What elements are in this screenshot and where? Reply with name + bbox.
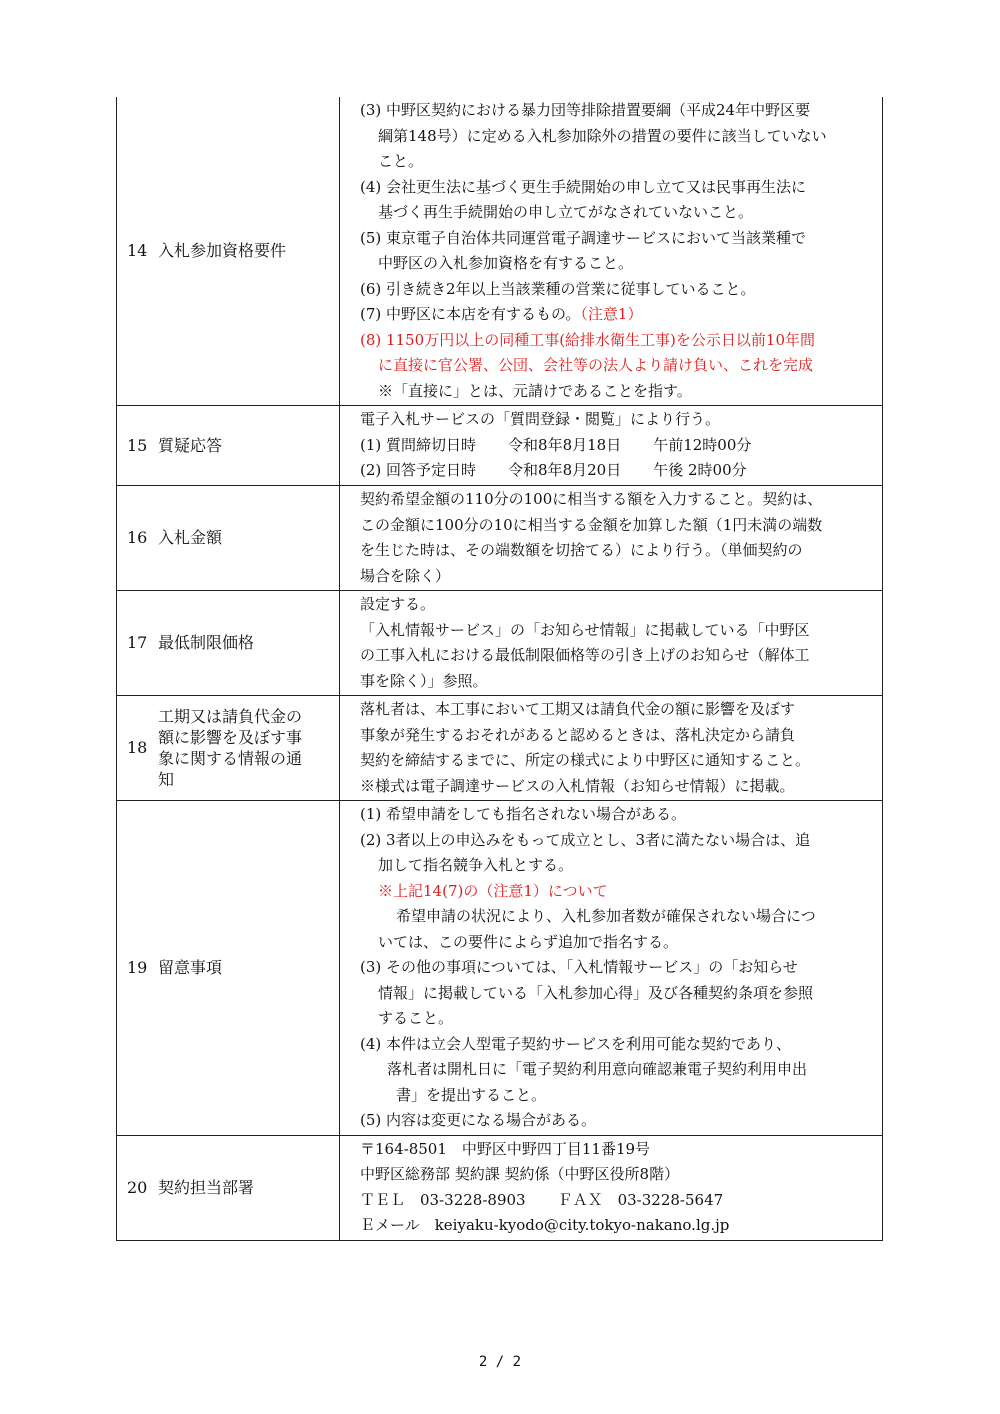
row-label-cell (117, 97, 340, 406)
content-line: すること。 (378, 1009, 454, 1027)
row-content-cell (340, 696, 883, 801)
content-line: ※上記14(7)の（注意1）について (378, 881, 608, 900)
content-line: に直接に官公署、公団、会社等の法人より請け負い、これを完成 (378, 356, 814, 374)
row-label: 留意事項 (158, 957, 223, 977)
row-content-cell (340, 97, 883, 406)
row-label-cell (117, 406, 340, 486)
row-label: 入札参加資格要件 (158, 241, 287, 260)
content-line: 希望申請の状況により、入札参加者数が確保されない場合につ (396, 907, 816, 925)
content-line: 設定する。 (360, 595, 436, 613)
document-table (116, 97, 883, 1241)
row-number: 18 (127, 738, 148, 757)
content-line: (2) 3者以上の申込みをもって成立とし、3者に満たない場合は、追 (360, 830, 811, 849)
content-line: (6) 引き続き2年以上当該業種の営業に従事していること。 (360, 279, 756, 298)
row-label-cell (117, 1135, 340, 1240)
row-number: 15 (127, 435, 148, 455)
content-text: (1) 質問締切日時 (360, 435, 477, 454)
content-line: 契約希望金額の110分の100に相当する額を入力すること。契約は、 (360, 490, 823, 508)
row-content-cell (340, 591, 883, 696)
content-line: 落札者は開札日に「電子契約利用意向確認兼電子契約利用申出 (387, 1060, 808, 1078)
table-row (117, 696, 883, 801)
row-label-line: 工期又は請負代金の (158, 707, 303, 726)
row-content-cell (340, 801, 883, 1136)
table-row (117, 1135, 883, 1240)
content-line: (4) 会社更生法に基づく更生手続開始の申し立て又は民事再生法に (360, 177, 807, 196)
row-label-cell (117, 591, 340, 696)
content-text: 令和8年8月18日 (508, 435, 622, 454)
content-line: ※「直接に」とは、元請けであることを指す。 (378, 381, 692, 400)
row-content-cell (340, 486, 883, 591)
content-line: 〒164-8501 中野区中野四丁目11番19号 (360, 1139, 651, 1158)
table-row (117, 97, 883, 406)
content-line: 場合を除く） (360, 566, 451, 585)
content-line: を生じた時は、その端数額を切捨てる）により行う。（単価契約の (360, 541, 803, 559)
row-label-line: 額に影響を及ぼす事 (158, 728, 303, 747)
row-number: 16 (127, 528, 148, 547)
content-text: 午前12時00分 (653, 435, 752, 454)
row-label-cell (117, 801, 340, 1136)
content-line: 事を除く）」参照。 (360, 671, 488, 690)
content-line: 情報」に掲載している「入札参加心得」及び各種契約条項を参照 (378, 983, 814, 1002)
email-line: Ｅメール keiyaku-kyodo@city.tokyo-nakano.lg.jp (360, 1216, 730, 1234)
content-line: 基づく再生手続開始の申し立てがなされていないこと。 (378, 203, 754, 221)
row-number: 20 (127, 1177, 148, 1197)
row-number: 19 (127, 957, 148, 977)
content-line: 加して指名競争入札とする。 (378, 856, 574, 874)
content-line: の工事入札における最低制限価格等の引き上げのお知らせ（解体工 (360, 646, 810, 664)
caution-note: （注意1） (580, 305, 643, 323)
row-content-cell (340, 1135, 883, 1240)
row-label-cell (117, 696, 340, 801)
content-line: 落札者は、本工事において工期又は請負代金の額に影響を及ぼす (360, 700, 796, 718)
content-line: いては、この要件によらず追加で指名する。 (378, 932, 679, 951)
content-line: (1) 希望申請をしても指名されない場合がある。 (360, 805, 687, 823)
content-line: (5) 内容は変更になる場合がある。 (360, 1111, 597, 1129)
content-text: 午後 2時00分 (653, 461, 747, 480)
content-line: 事象が発生するおそれがあると認めるときは、落札決定から請負 (360, 725, 796, 744)
content-line (360, 1188, 872, 1214)
content-line: 契約を締結するまでに、所定の様式により中野区に通知すること。 (360, 751, 811, 769)
content-line (360, 433, 872, 459)
row-label-line: 知 (158, 770, 175, 789)
row-number: 14 (127, 241, 148, 260)
row-label-cell (117, 486, 340, 591)
row-label-line: 象に関する情報の通 (158, 749, 303, 768)
content-line: (4) 本件は立会人型電子契約サービスを利用可能な契約であり、 (360, 1034, 792, 1053)
fax-number: ＦＡＸ 03-3228-5647 (557, 1190, 724, 1209)
table-row (117, 406, 883, 486)
phone-number: ＴＥＬ 03-3228-8903 (360, 1190, 526, 1209)
content-line (360, 302, 872, 328)
content-line: 「入札情報サービス」の「お知らせ情報」に掲載している「中野区 (360, 620, 810, 639)
content-line: こと。 (378, 152, 424, 170)
row-number: 17 (127, 633, 148, 652)
row-label: 契約担当部署 (158, 1177, 255, 1197)
content-line: (8) 1150万円以上の同種工事(給排水衛生工事)を公示日以前10年間 (360, 330, 815, 349)
row-label (158, 706, 339, 790)
content-line (360, 458, 872, 484)
row-label: 入札金額 (158, 528, 223, 547)
content-line: ※様式は電子調達サービスの入札情報（お知らせ情報）に掲載。 (360, 776, 795, 795)
content-line: 中野区総務部 契約課 契約係（中野区役所8階） (360, 1165, 680, 1183)
content-text: 令和8年8月20日 (508, 461, 622, 480)
content-line: (3) 中野区契約における暴力団等排除措置要綱（平成24年中野区要 (360, 101, 811, 119)
content-line: 書」を提出すること。 (396, 1085, 547, 1104)
content-line: (5) 東京電子自治体共同運営電子調達サービスにおいて当該業種で (360, 228, 807, 247)
content-text: (2) 回答予定日時 (360, 461, 477, 480)
table-row (117, 486, 883, 591)
content-line: この金額に100分の10に相当する金額を加算した額（1円未満の端数 (360, 515, 823, 534)
row-label: 最低制限価格 (158, 633, 255, 652)
content-line: 綱第148号）に定める入札参加除外の措置の要件に該当していない (378, 126, 827, 145)
content-line: 電子入札サービスの「質問登録・閲覧」により行う。 (360, 410, 721, 429)
row-label: 質疑応答 (158, 435, 223, 455)
content-line: 中野区の入札参加資格を有すること。 (378, 254, 634, 272)
table-row (117, 801, 883, 1136)
table-row (117, 591, 883, 696)
page-number: 2 / 2 (478, 1354, 522, 1370)
content-line: (3) その他の事項については、「入札情報サービス」の「お知らせ (360, 958, 798, 976)
row-content-cell (340, 406, 883, 486)
content-text: (7) 中野区に本店を有するもの。 (360, 305, 581, 323)
